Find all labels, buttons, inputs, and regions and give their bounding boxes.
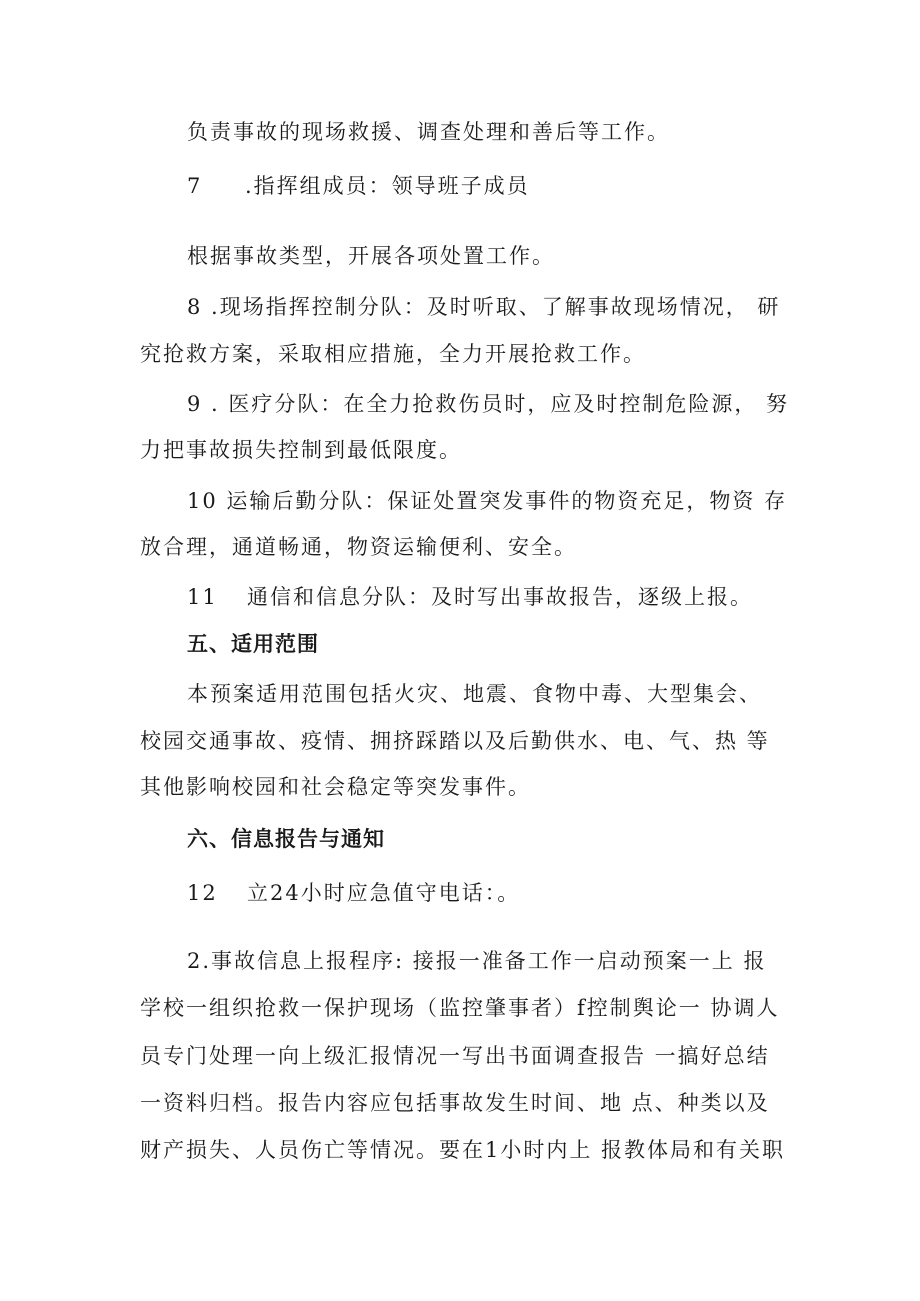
paragraph-line: 一资料归档。报告内容应包括事故发生时间、地 点、种类以及 (140, 1091, 770, 1115)
list-item-7: 7 .指挥组成员：领导班子成员 (187, 174, 530, 198)
paragraph-line: 本预案适用范围包括火灾、地震、食物中毒、大型集会、 (187, 682, 762, 706)
paragraph-line: 员专门处理一向上级汇报情况一写出书面调查报告 一搞好总结 (140, 1044, 770, 1068)
list-item-11: 11 通信和信息分队：及时写出事故报告，逐级上报。 (187, 585, 753, 609)
item-number: 7 (187, 174, 203, 198)
paragraph-line: 究抢救方案，采取相应措施，全力开展抢救工作。 (140, 342, 646, 366)
paragraph-line: 力把事故损失控制到最低限度。 (140, 438, 462, 462)
list-item-12: 12 立24小时应急值守电话：。 (187, 881, 521, 905)
list-item-9: 9 . 医疗分队：在全力抢救伤员时，应及时控制危险源， 努 (187, 392, 790, 416)
paragraph-line: 其他影响校园和社会稳定等突发事件。 (140, 775, 531, 799)
item-number: 11 (187, 585, 218, 609)
section-heading-6: 六、信息报告与通知 (187, 827, 385, 851)
paragraph-line: 放合理，通道畅通，物资运输便利、安全。 (140, 535, 577, 559)
paragraph-line: 财产损失、人员伤亡等情况。要在1小时内上 报教体局和有关职 (140, 1138, 786, 1162)
list-item-10: 10 运输后勤分队：保证处置突发事件的物资充足，物资 存 (187, 489, 788, 513)
section-heading-5: 五、适用范围 (187, 632, 319, 656)
paragraph-line: 负责事故的现场救援、调查处理和善后等工作。 (187, 120, 670, 144)
paragraph-line: 校园交通事故、疫情、拥挤踩踏以及后勤供水、电、气、热 等 (140, 729, 770, 753)
paragraph-line: 根据事故类型，开展各项处置工作。 (187, 244, 555, 268)
paragraph-line: 2.事故信息上报程序: 接报一准备工作一启动预案一上 报 (187, 949, 767, 973)
item-number: 12 (187, 881, 218, 905)
list-item-8: 8 .现场指挥控制分队：及时听取、了解事故现场情况， 研 (187, 295, 781, 319)
paragraph-line: 学校一组织抢救一保护现场（监控肇事者）f控制舆论一 协调人 (140, 996, 780, 1020)
